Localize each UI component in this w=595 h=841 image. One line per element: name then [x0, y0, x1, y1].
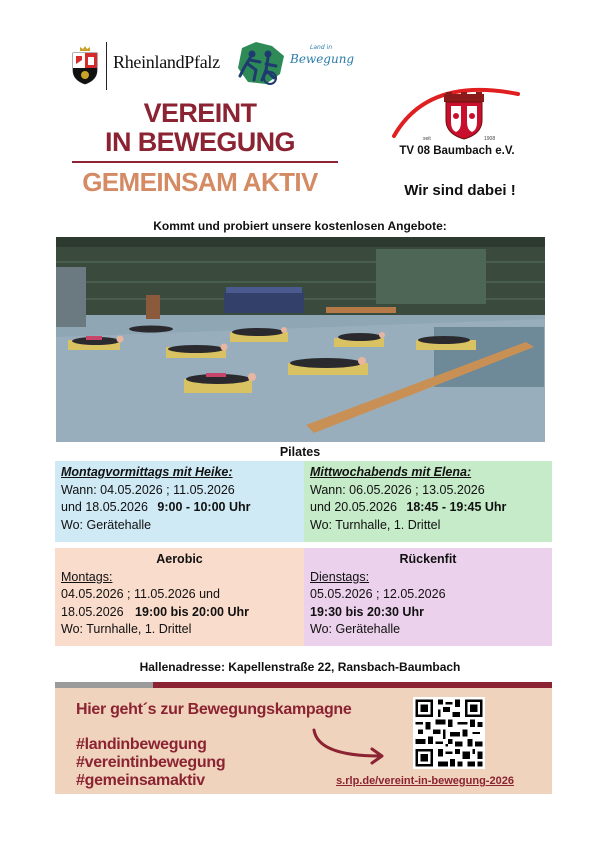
title-line-3: GEMEINSAM AKTIV — [82, 167, 318, 197]
pilates-wednesday-dates: Wann: 06.05.2026 ; 13.05.2026 — [310, 482, 485, 497]
intro-text: Kommt und probiert unsere kostenlosen Angebote: — [153, 219, 447, 233]
ruecken-day: Dienstags: — [310, 569, 370, 584]
aerobic-title: Aerobic — [156, 552, 203, 566]
title-line-1: VEREINT — [143, 98, 257, 128]
pilates-monday-time-line — [61, 499, 298, 517]
pilates-wednesday-location: Wo: Turnhalle, 1. Drittel — [310, 517, 441, 532]
pilates-monday-time: 9:00 - 10:00 Uhr — [157, 500, 251, 514]
aerobic-location: Wo: Turnhalle, 1. Drittel — [61, 622, 192, 636]
ruecken-time: 19:30 bis 20:30 Uhr — [310, 604, 424, 619]
aerobic-box — [55, 548, 304, 646]
runner-logo-icon — [232, 40, 290, 88]
aerobic-date-last: 18.05.2026 — [61, 604, 124, 619]
pilates-wednesday-box — [304, 461, 552, 542]
ruecken-title: Rückenfit — [399, 552, 457, 566]
club-crest-icon — [440, 92, 488, 140]
aerobic-dates: 04.05.2026 ; 11.05.2026 und — [61, 587, 220, 601]
hall-address: Hallenadresse: Kapellenstraße 22, Ransbach-Baumbach — [139, 660, 461, 674]
ruecken-dates: 05.05.2026 ; 12.05.2026 — [310, 587, 446, 601]
state-name: RheinlandPfalz — [113, 52, 220, 72]
pilates-wednesday-time: 18:45 - 19:45 Uhr — [406, 500, 507, 514]
aerobic-time: 19:00 bis 20:00 Uhr — [135, 604, 249, 619]
pilates-monday-box — [55, 461, 304, 542]
ruecken-box — [304, 548, 552, 646]
club-seit-label: seit — [423, 136, 431, 142]
ruecken-location: Wo: Gerätehalle — [310, 622, 401, 636]
hashtag-1: #landinbewegung — [76, 736, 207, 753]
title-line-2: IN BEWEGUNG — [105, 127, 295, 157]
rlp-coat-of-arms-icon — [70, 44, 100, 86]
hashtag-3: #gemeinsamaktiv — [76, 772, 205, 789]
pilates-monday-dates: Wann: 04.05.2026 ; 11.05.2026 — [61, 482, 235, 497]
logo-separator — [106, 42, 107, 90]
pilates-monday-head: Montagvormittags mit Heike: — [61, 465, 233, 479]
pilates-wednesday-head: Mittwochabends mit Elena: — [310, 465, 472, 479]
pilates-wednesday-date-last: und 20.05.2026 — [310, 500, 397, 514]
club-name: TV 08 Baumbach e.V. — [399, 145, 515, 157]
title-rule — [72, 161, 338, 163]
qr-code-icon[interactable] — [413, 697, 485, 769]
club-year-label: 1908 — [484, 136, 496, 142]
club-tagline: Wir sind dabei ! — [404, 182, 516, 199]
campaign-script: Bewegung — [290, 52, 355, 66]
campaign-script-small: Land in — [310, 44, 333, 51]
pilates-title: Pilates — [279, 445, 321, 459]
aerobic-day: Montags: — [61, 569, 113, 584]
pilates-monday-location: Wo: Gerätehalle — [61, 517, 152, 532]
curved-arrow-icon — [300, 726, 390, 766]
pilates-monday-date-last: und 18.05.2026 — [61, 500, 148, 514]
hashtag-2: #vereintinbewegung — [76, 754, 226, 771]
gym-photo — [56, 237, 545, 442]
aerobic-time-line — [61, 604, 298, 622]
campaign-link[interactable]: s.rlp.de/vereint-in-bewegung-2026 — [336, 775, 514, 787]
campaign-title: Hier geht´s zur Bewegungskampagne — [76, 701, 352, 718]
pilates-wednesday-time-line — [310, 499, 546, 517]
